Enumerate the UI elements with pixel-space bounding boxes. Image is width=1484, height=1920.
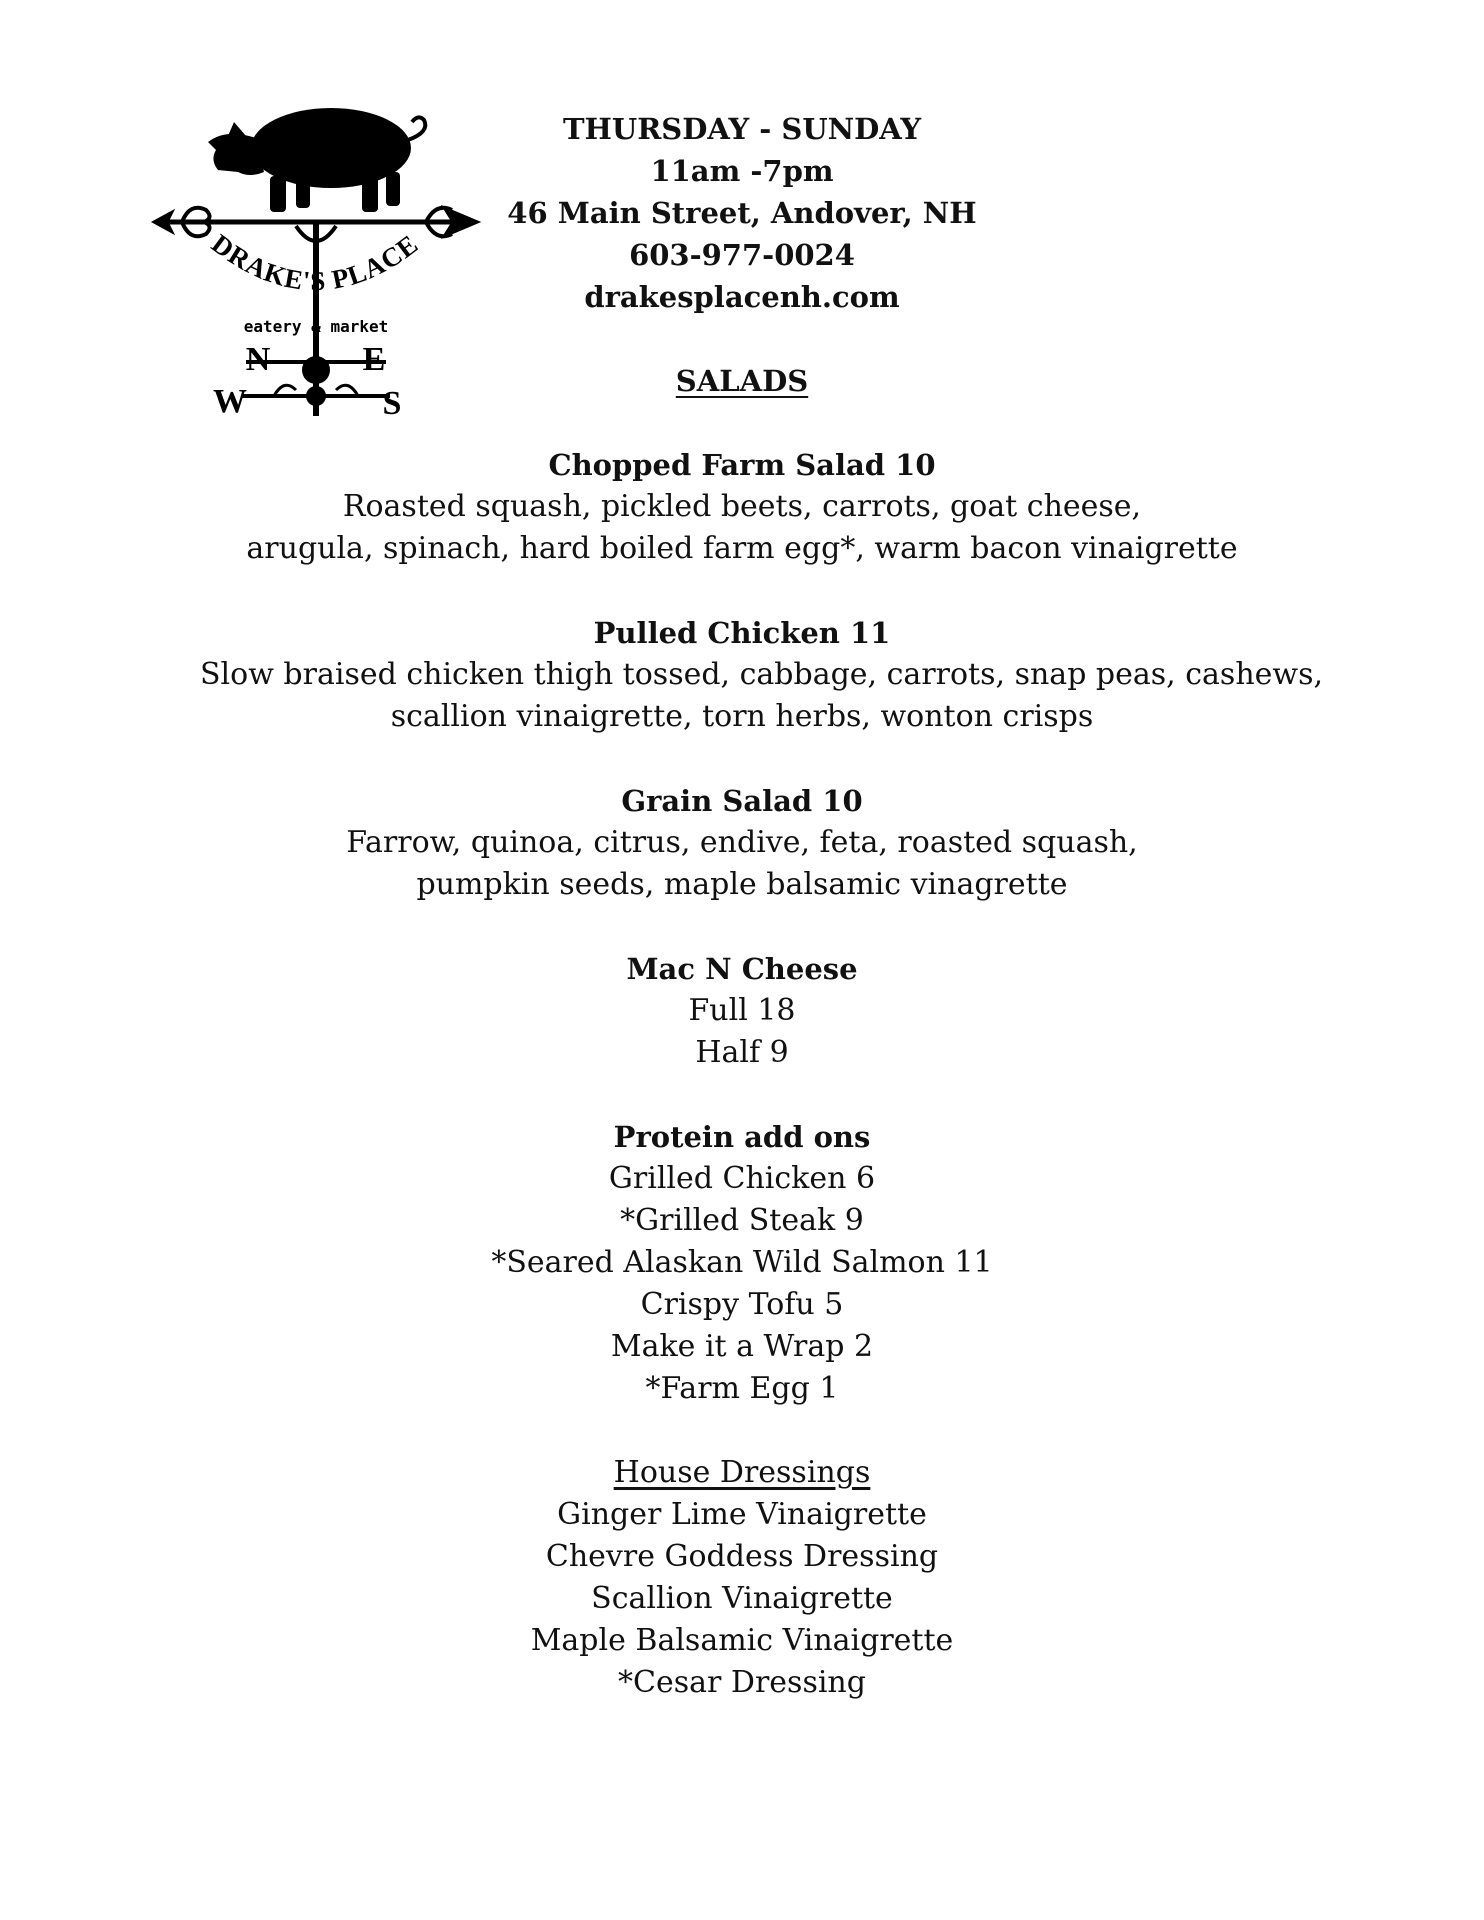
dressing-item: Ginger Lime Vinaigrette: [557, 1497, 927, 1532]
protein-item: *Grilled Steak 9: [620, 1203, 864, 1238]
menu-content: [200, 108, 1324, 1704]
protein-item: Grilled Chicken 6: [608, 1161, 876, 1196]
website: drakesplacenh.com: [584, 280, 900, 314]
days-open: THURSDAY - SUNDAY: [562, 112, 922, 146]
dressing-item: *Cesar Dressing: [618, 1665, 866, 1700]
salad-desc: Farrow, quinoa, citrus, endive, feta, roasted squash,: [346, 825, 1138, 860]
salad-desc: Slow braised chicken thigh tossed, cabbage, carrots, snap peas, cashews,: [200, 657, 1324, 692]
logo-sub-text: eatery & market: [243, 317, 389, 336]
salad-desc: arugula, spinach, hard boiled farm egg*, warm bacon vinaigrette: [246, 531, 1238, 566]
section-title: SALADS: [675, 364, 809, 398]
salad-name: Pulled Chicken 11: [593, 616, 891, 650]
compass-e: E: [362, 341, 386, 378]
dressings-title: House Dressings: [613, 1455, 871, 1490]
mac-item: Full 18: [688, 993, 796, 1028]
salad-name: Chopped Farm Salad 10: [548, 448, 936, 482]
protein-title: Protein add ons: [613, 1120, 871, 1154]
phone: 603-977-0024: [629, 238, 855, 272]
compass-w: W: [213, 383, 247, 420]
dressing-item: Scallion Vinaigrette: [591, 1581, 893, 1616]
mac-item: Half 9: [695, 1035, 789, 1070]
protein-item: Crispy Tofu 5: [640, 1287, 844, 1322]
hours: 11am -7pm: [650, 154, 834, 188]
logo-arc-text: DRAKE'S PLACE: [206, 228, 424, 297]
protein-item: Make it a Wrap 2: [610, 1329, 874, 1364]
mac-title: Mac N Cheese: [626, 952, 858, 986]
salad-desc: Roasted squash, pickled beets, carrots, goat cheese,: [342, 489, 1142, 524]
dressing-item: Maple Balsamic Vinaigrette: [530, 1623, 954, 1658]
compass-s: S: [382, 385, 402, 422]
protein-item: *Seared Alaskan Wild Salmon 11: [491, 1245, 993, 1280]
dressing-item: Chevre Goddess Dressing: [545, 1539, 939, 1574]
compass-n: N: [245, 341, 271, 378]
salad-name: Grain Salad 10: [621, 784, 863, 818]
address: 46 Main Street, Andover, NH: [507, 196, 977, 230]
salad-desc: scallion vinaigrette, torn herbs, wonton crisps: [390, 699, 1094, 734]
protein-item: *Farm Egg 1: [645, 1371, 839, 1406]
salad-desc: pumpkin seeds, maple balsamic vinagrette: [416, 867, 1068, 902]
